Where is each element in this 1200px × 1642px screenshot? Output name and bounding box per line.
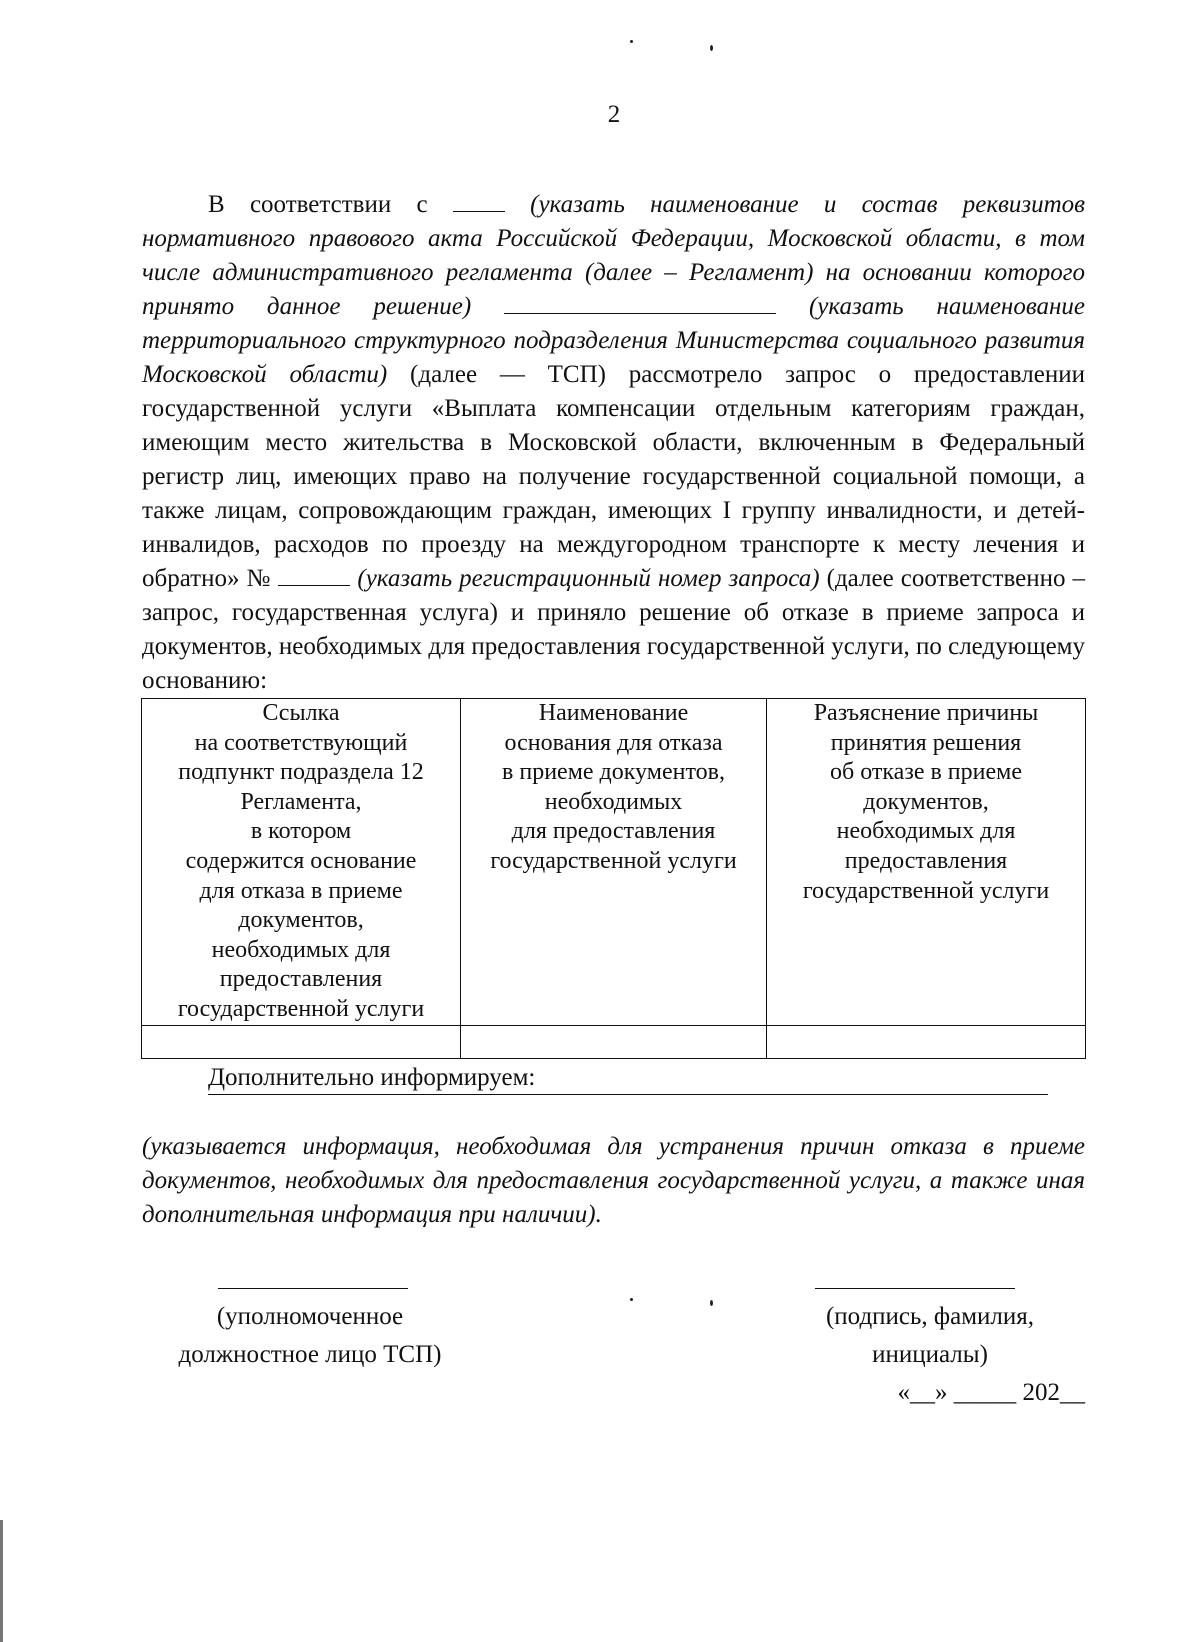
text-request-description: (далее — ТСП) рассмотрело запрос о предоставлении государственной услуги «Выплата компенсации отдельным категориям граждан, имеющим место жительства в Московской области, включенным в Федеральный регистр лиц, имеющих право на получение государственной социальной помощи, а также лицам, сопровождающим граждан, имеющих I группу инвалидности, и детей-инвалидов, расходов по проезду на междугородном транспорте к месту лечения и обратно» № — [142, 361, 1085, 592]
table-header-row — [142, 699, 1086, 1026]
scan-speck — [630, 40, 633, 43]
header-regulation-reference: Ссылка на соответствующий подпункт подраздела 12 Регламента, в котором содержится основание для отказа в приеме документов, необходимых для предоставления государственной услуги — [142, 699, 461, 1026]
text-decision: (далее соответственно – запрос, государственная услуга) и приняло решение об отказе в приеме запроса и документов, необходимых для предоставления государственной услуги, по следующему основанию: — [142, 565, 1086, 694]
scan-speck — [630, 1298, 633, 1301]
additional-info-line — [208, 1094, 1048, 1095]
instruction-request-number: (указать регистрационный номер запроса) — [357, 565, 820, 592]
scan-margin-mark — [0, 1520, 3, 1642]
scan-speck — [710, 45, 713, 51]
scan-speck — [710, 1300, 713, 1306]
instruction-act-details: (указать наименование и состав реквизитов нормативного правового акта Российской Федерации, Московской области, в том числе административного регламента (далее – Регламент) на основании которого принято данное решение) — [142, 191, 1086, 320]
instruction-tsp-name: (указать наименование территориального структурного подразделения Министерства социального развития Московской области) — [142, 293, 1086, 388]
table-cell — [461, 1025, 767, 1058]
table-cell — [142, 1025, 461, 1058]
refusal-reasons-table — [141, 698, 1086, 1059]
text-in-accordance: В соответствии с — [208, 191, 428, 218]
additional-info-label: Дополнительно информируем: — [208, 1064, 536, 1091]
official-signature-line — [218, 1288, 408, 1289]
decision-paragraph — [142, 188, 1085, 698]
additional-info-note: (указывается информация, необходимая для устранения причин отказа в приеме документов, необходимых для предоставления государственной услуги, а также иная дополнительная информация при наличии). — [142, 1133, 1085, 1228]
blank-request-number — [278, 565, 350, 586]
table-cell — [767, 1025, 1086, 1058]
signature-caption: (подпись, фамилия, инициалы) — [825, 1303, 1035, 1368]
header-refusal-explanation: Разъяснение причины принятия решения об отказе в приеме документов, необходимых для предоставления государственной услуги — [767, 699, 1086, 1026]
blank-tsp-name — [504, 293, 776, 314]
signature-name-line — [815, 1288, 1015, 1289]
blank-act-reference — [453, 191, 505, 212]
header-refusal-ground: Наименование основания для отказа в приеме документов, необходимых для предоставления государственной услуги — [461, 699, 767, 1026]
date-field: «__» _____ 202__ — [897, 1379, 1085, 1406]
official-caption: (уполномоченное должностное лицо ТСП) — [178, 1303, 442, 1368]
page-number: 2 — [607, 101, 621, 128]
table-row — [142, 1025, 1086, 1058]
